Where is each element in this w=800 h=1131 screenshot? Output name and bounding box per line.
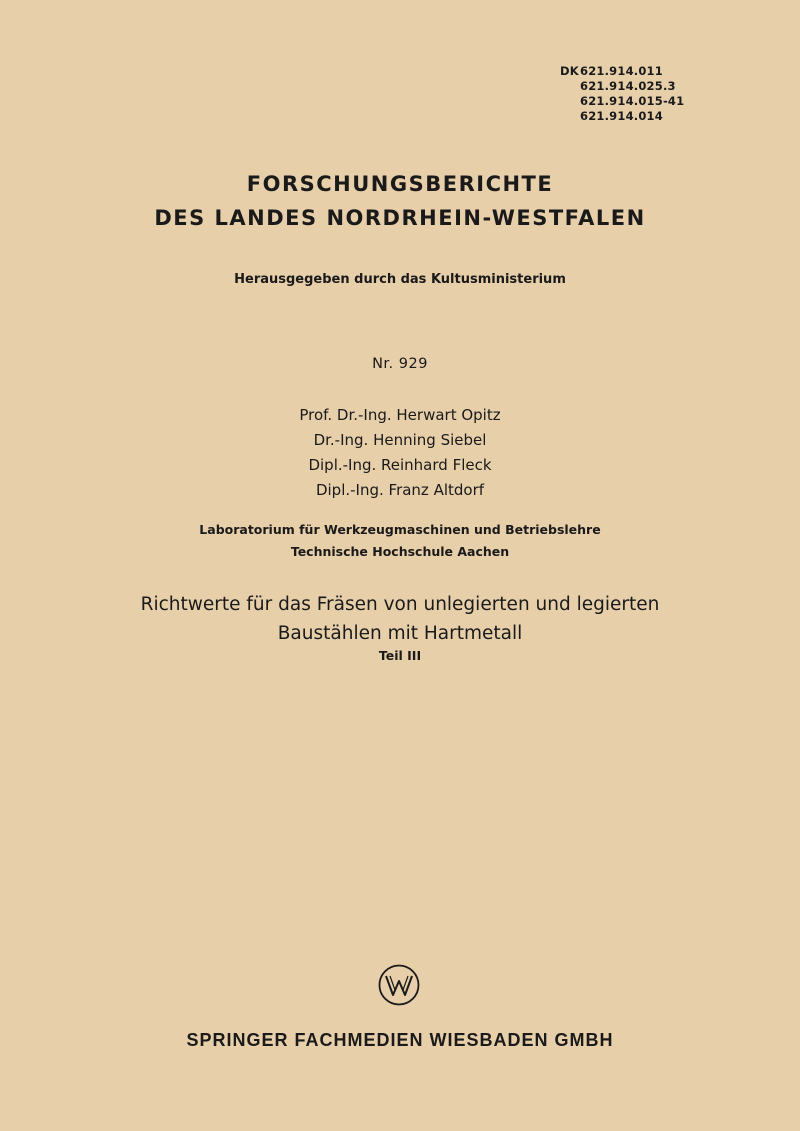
- classification-number: 621.914.014: [580, 109, 663, 123]
- classification-row: [560, 64, 684, 79]
- author: Dipl.-Ing. Reinhard Fleck: [308, 456, 492, 474]
- institution: [0, 519, 800, 563]
- report-number: Nr. 929: [372, 356, 428, 372]
- classification-row: [560, 109, 684, 124]
- springer-vw-logo-icon: [377, 963, 421, 1007]
- classification-block: [560, 64, 684, 124]
- classification-number: 621.914.025.3: [580, 79, 676, 93]
- institution-line: Technische Hochschule Aachen: [290, 544, 510, 559]
- author: Dipl.-Ing. Franz Altdorf: [315, 481, 485, 499]
- document-part: Teil III: [378, 648, 422, 663]
- document-title-line: Richtwerte für das Fräsen von unlegierten und legierten: [140, 594, 660, 615]
- classification-row: [560, 79, 684, 94]
- series-title: [0, 167, 800, 235]
- series-title-line: FORSCHUNGSBERICHTE: [246, 172, 554, 196]
- classification-number: 621.914.011: [580, 64, 663, 78]
- institution-line: Laboratorium für Werkzeugmaschinen und Betriebslehre: [199, 522, 601, 537]
- classification-row: [560, 94, 684, 109]
- author-list: [0, 403, 800, 503]
- document-title: [0, 590, 800, 648]
- series-title-line: DES LANDES NORDRHEIN-WESTFALEN: [154, 206, 646, 230]
- classification-prefix: DK: [560, 64, 579, 78]
- author: Prof. Dr.-Ing. Herwart Opitz: [299, 406, 501, 424]
- publisher-note: Herausgegeben durch das Kultusministerium: [234, 272, 566, 287]
- publisher-name: SPRINGER FACHMEDIEN WIESBADEN GMBH: [186, 1030, 614, 1050]
- author: Dr.-Ing. Henning Siebel: [313, 431, 487, 449]
- classification-number: 621.914.015-41: [580, 94, 685, 108]
- document-title-line: Baustählen mit Hartmetall: [277, 623, 523, 644]
